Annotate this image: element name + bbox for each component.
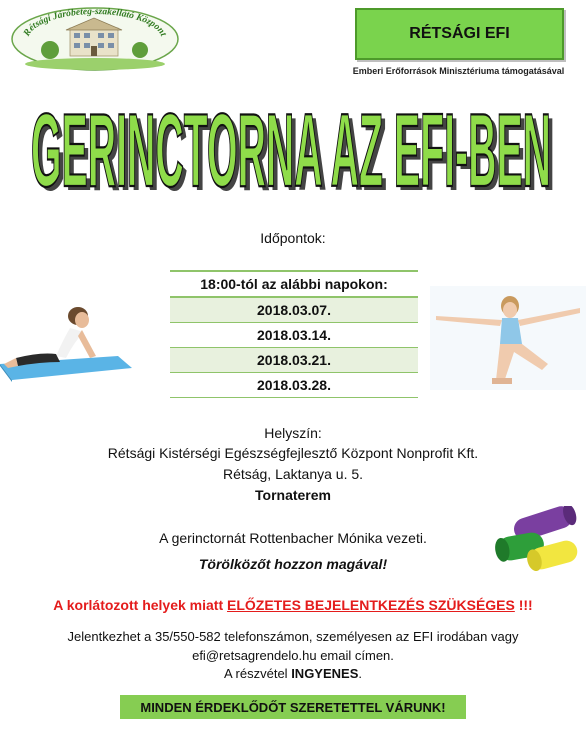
main-title-text: GERINCTORNA AZ EFI-BEN: [31, 93, 551, 202]
yoga-balance-pose-image: [430, 286, 586, 390]
location-label: Helyszín:: [264, 425, 322, 441]
main-title: [20, 84, 566, 202]
ministry-support-text: Emberi Erőforrások Minisztériuma támogatásával: [352, 66, 565, 76]
main-title-shadow: GERINCTORNA AZ EFI-BEN: [35, 97, 555, 202]
efi-title-box: [355, 8, 564, 60]
efi-title: RÉTSÁGI EFI: [409, 25, 510, 42]
welcome-text: MINDEN ÉRDEKLŐDŐT SZERETETTEL VÁRUNK!: [140, 699, 446, 715]
participation-free-line: [0, 666, 586, 681]
registration-warning: [0, 597, 586, 613]
contact-email-line: efi@retsagrendelo.hu email címen.: [192, 648, 394, 663]
schedule-date: 2018.03.07.: [170, 297, 418, 323]
schedule-header: 18:00-tól az alábbi napokon:: [170, 271, 418, 297]
warning-prefix: A korlátozott helyek miatt: [53, 597, 228, 613]
participation-prefix: A részvétel: [223, 666, 292, 681]
yoga-cobra-pose-image: [0, 286, 132, 382]
location-room: Tornaterem: [255, 487, 331, 503]
schedule-table: [170, 270, 418, 398]
location-name: Rétsági Kistérségi Egészségfejlesztő Központ Nonprofit Kft.: [107, 445, 479, 461]
schedule-date: 2018.03.28.: [170, 373, 418, 398]
contact-line-1: Jelentkezhet a 35/550-582 telefonszámon, személyesen az EFI irodában vagy: [67, 629, 519, 644]
towel-note: Törölközőt hozzon magával!: [198, 556, 388, 572]
schedule-date: 2018.03.14.: [170, 323, 418, 348]
warning-emphasis: ELŐZETES BEJELENTKEZÉS SZÜKSÉGES: [227, 597, 515, 613]
participation-free: INGYENES: [291, 666, 359, 681]
welcome-banner: [120, 695, 466, 719]
warning-suffix: !!!: [514, 597, 533, 613]
clinic-logo: [10, 6, 180, 72]
location-address: Rétság, Laktanya u. 5.: [222, 466, 364, 482]
logo-text: Rétsági Járóbeteg-szakellátó Központ: [22, 6, 168, 39]
yoga-mats-image: [494, 506, 580, 576]
schedule-label: Időpontok:: [260, 230, 326, 246]
schedule-date: 2018.03.21.: [170, 348, 418, 373]
instructor-text: A gerinctornát Rottenbacher Mónika vezeti.: [159, 530, 427, 546]
participation-suffix: .: [358, 666, 362, 681]
